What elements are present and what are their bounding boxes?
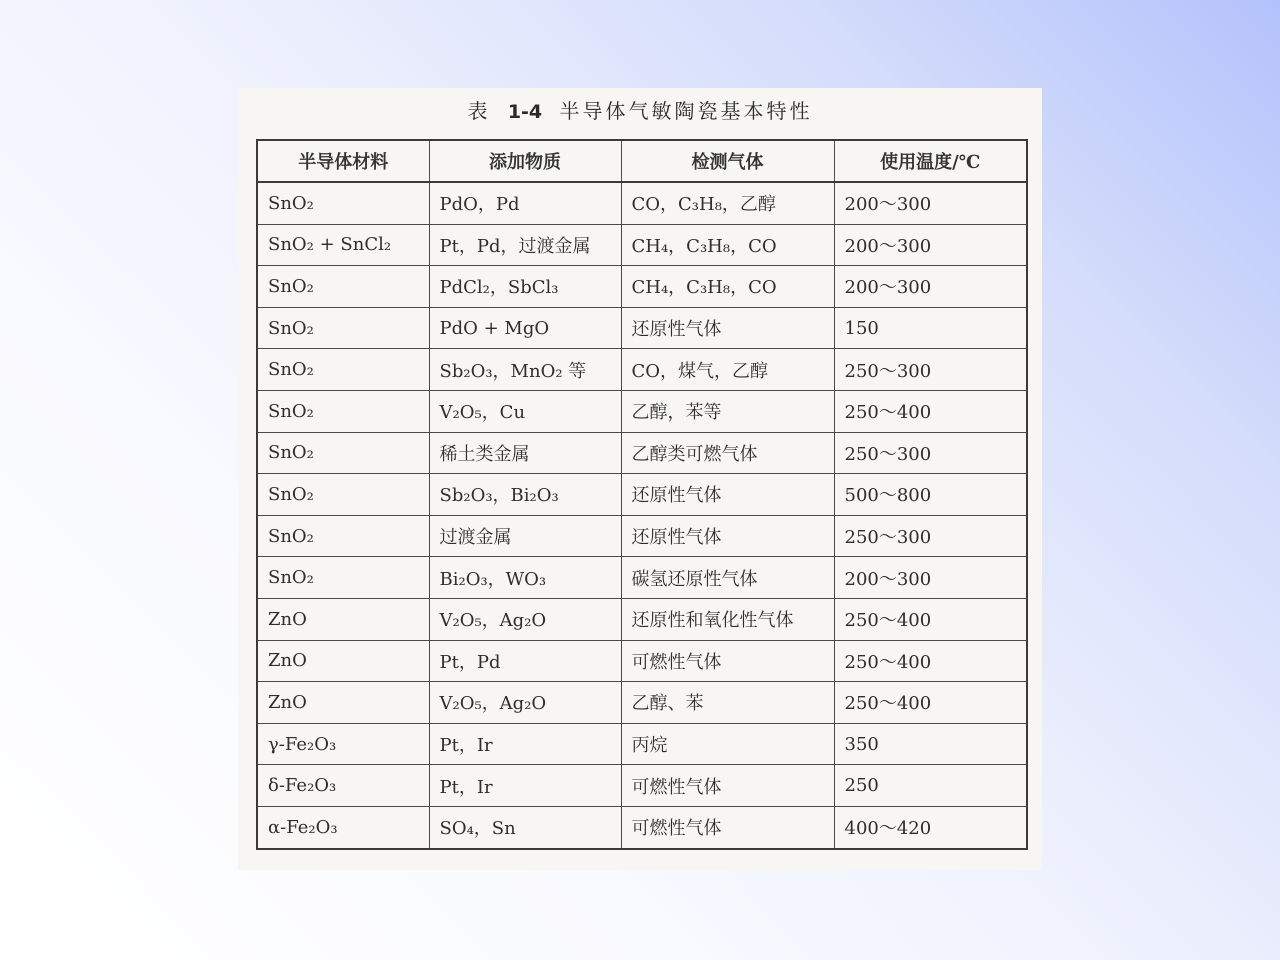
cell-additive: PdO + MgO [429, 307, 621, 349]
cell-detected-gas: 还原性气体 [621, 515, 834, 557]
cell-material: SnO₂ [257, 557, 429, 599]
cell-material: δ-Fe₂O₃ [257, 765, 429, 807]
caption-number: 1-4 [507, 101, 543, 123]
cell-detected-gas: 乙醇类可燃气体 [621, 432, 834, 474]
cell-detected-gas: CH₄，C₃H₈，CO [621, 266, 834, 308]
table-row [257, 640, 1027, 682]
cell-temperature: 250 [834, 765, 1027, 807]
cell-temperature: 500～800 [834, 474, 1027, 516]
table-row [257, 723, 1027, 765]
caption-title: 半导体气敏陶瓷基本特性 [559, 99, 813, 123]
cell-additive: Pt，Pd [429, 640, 621, 682]
cell-additive: Pt，Ir [429, 723, 621, 765]
cell-additive: Pt，Pd，过渡金属 [429, 224, 621, 266]
table-row [257, 515, 1027, 557]
scanned-table-image [238, 88, 1042, 870]
table-row [257, 307, 1027, 349]
cell-temperature: 350 [834, 723, 1027, 765]
table-row [257, 474, 1027, 516]
table-header-row [257, 140, 1027, 182]
cell-temperature: 400～420 [834, 806, 1027, 848]
cell-additive: Bi₂O₃，WO₃ [429, 557, 621, 599]
table-row [257, 765, 1027, 807]
header-temperature: 使用温度/℃ [834, 140, 1027, 182]
cell-detected-gas: CO，煤气，乙醇 [621, 349, 834, 391]
cell-material: α-Fe₂O₃ [257, 806, 429, 848]
cell-detected-gas: 乙醇、苯 [621, 682, 834, 724]
table-row [257, 349, 1027, 391]
cell-temperature: 200～300 [834, 266, 1027, 308]
cell-detected-gas: 还原性气体 [621, 474, 834, 516]
header-additive: 添加物质 [429, 140, 621, 182]
cell-temperature: 200～300 [834, 224, 1027, 266]
cell-temperature: 250～400 [834, 390, 1027, 432]
table-row [257, 390, 1027, 432]
cell-additive: V₂O₅，Cu [429, 390, 621, 432]
cell-additive: 稀土类金属 [429, 432, 621, 474]
header-material: 半导体材料 [257, 140, 429, 182]
table-row [257, 682, 1027, 724]
cell-additive: PdO，Pd [429, 182, 621, 224]
cell-material: ZnO [257, 682, 429, 724]
cell-detected-gas: 可燃性气体 [621, 640, 834, 682]
cell-detected-gas: 可燃性气体 [621, 765, 834, 807]
cell-material: SnO₂ [257, 182, 429, 224]
table-body [257, 182, 1027, 849]
cell-additive: V₂O₅，Ag₂O [429, 682, 621, 724]
cell-temperature: 200～300 [834, 557, 1027, 599]
cell-material: SnO₂ [257, 349, 429, 391]
cell-additive: PdCl₂，SbCl₃ [429, 266, 621, 308]
cell-material: SnO₂ [257, 515, 429, 557]
cell-temperature: 150 [834, 307, 1027, 349]
cell-additive: Sb₂O₃，Bi₂O₃ [429, 474, 621, 516]
cell-additive: V₂O₅，Ag₂O [429, 598, 621, 640]
cell-material: SnO₂ [257, 390, 429, 432]
table-row [257, 224, 1027, 266]
cell-material: ZnO [257, 598, 429, 640]
table-row [257, 432, 1027, 474]
cell-detected-gas: 还原性和氧化性气体 [621, 598, 834, 640]
cell-detected-gas: CO，C₃H₈，乙醇 [621, 182, 834, 224]
properties-table [256, 139, 1028, 850]
cell-detected-gas: 可燃性气体 [621, 806, 834, 848]
table-row [257, 806, 1027, 848]
cell-temperature: 250～300 [834, 432, 1027, 474]
cell-detected-gas: 还原性气体 [621, 307, 834, 349]
cell-additive: SO₄，Sn [429, 806, 621, 848]
cell-material: SnO₂ [257, 432, 429, 474]
header-detected-gas: 检测气体 [621, 140, 834, 182]
cell-temperature: 250～400 [834, 598, 1027, 640]
cell-detected-gas: CH₄，C₃H₈，CO [621, 224, 834, 266]
table-row [257, 557, 1027, 599]
table-row [257, 182, 1027, 224]
cell-material: ZnO [257, 640, 429, 682]
cell-temperature: 200～300 [834, 182, 1027, 224]
cell-temperature: 250～300 [834, 349, 1027, 391]
cell-material: SnO₂ [257, 307, 429, 349]
cell-additive: Pt，Ir [429, 765, 621, 807]
cell-material: SnO₂ + SnCl₂ [257, 224, 429, 266]
cell-material: SnO₂ [257, 266, 429, 308]
table-caption [238, 95, 1042, 124]
cell-temperature: 250～300 [834, 515, 1027, 557]
cell-material: SnO₂ [257, 474, 429, 516]
table-row [257, 598, 1027, 640]
cell-temperature: 250～400 [834, 640, 1027, 682]
table-row [257, 266, 1027, 308]
cell-temperature: 250～400 [834, 682, 1027, 724]
cell-detected-gas: 碳氢还原性气体 [621, 557, 834, 599]
cell-additive: 过渡金属 [429, 515, 621, 557]
caption-prefix: 表 [467, 99, 491, 123]
cell-detected-gas: 乙醇，苯等 [621, 390, 834, 432]
cell-material: γ-Fe₂O₃ [257, 723, 429, 765]
cell-additive: Sb₂O₃，MnO₂ 等 [429, 349, 621, 391]
cell-detected-gas: 丙烷 [621, 723, 834, 765]
